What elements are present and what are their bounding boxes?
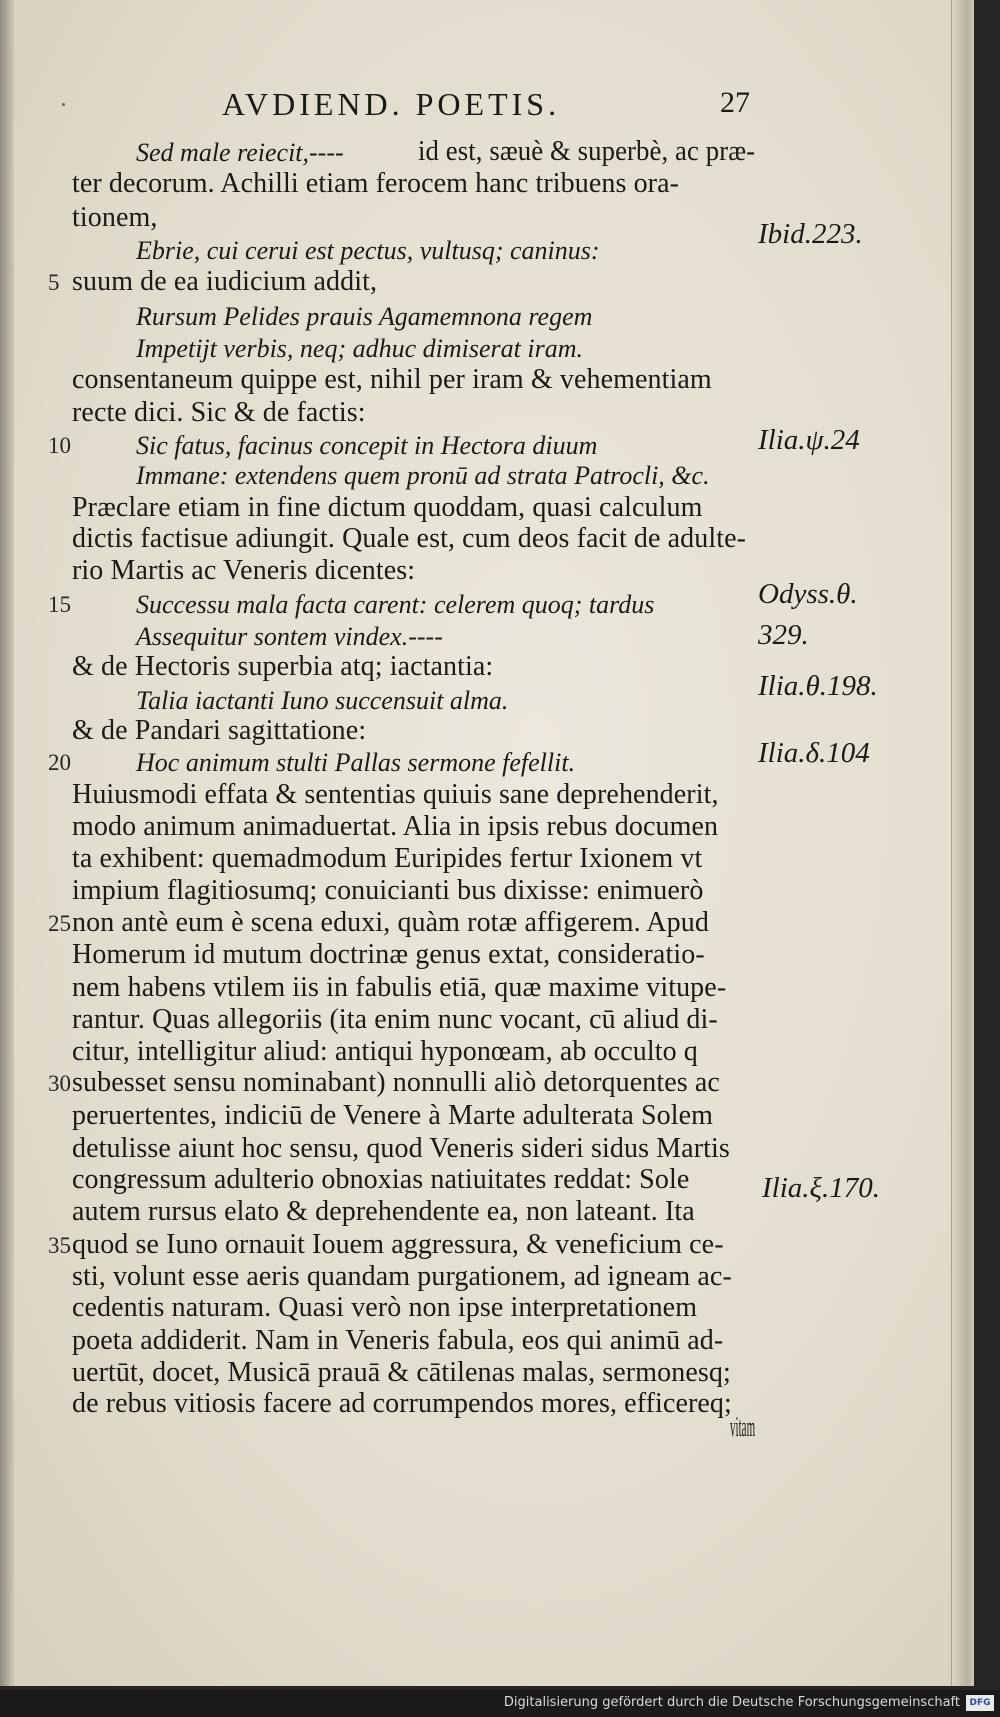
verse-quotation: Assequitur sontem vindex.----	[136, 622, 443, 651]
line-number: 25	[48, 911, 71, 936]
text-line: dictis factisue adiungit. Quale est, cum deos facit de adulte-	[72, 523, 747, 554]
page-gutter	[0, 0, 14, 1686]
verse-quotation: Sic fatus, facinus concepit in Hectora diuum	[136, 431, 598, 460]
verse-quotation: Sed male reiecit,----	[136, 138, 344, 167]
text-line: peruertentes, indiciū de Venere à Marte adulterata Solem	[72, 1100, 714, 1131]
line-number: 20	[48, 750, 71, 775]
text-line: consentaneum quippe est, nihil per iram & vehementiam	[72, 364, 712, 395]
text-line: Præclare etiam in fine dictum quoddam, quasi calculum	[72, 492, 703, 523]
verse-quotation: Immane: extendens quem pronū ad strata Patrocli, &c.	[136, 461, 710, 490]
verse-quotation: Successu mala facta carent: celerem quoq; tardus	[136, 590, 655, 619]
verse-quotation: Impetijt verbis, neq; adhuc dimiserat iram.	[136, 334, 583, 363]
margin-note: Ibid.223.	[758, 218, 863, 250]
text-line: cedentis naturam. Quasi verò non ipse interpretationem	[72, 1292, 698, 1323]
margin-note: Ilia.θ.198.	[758, 670, 878, 702]
text-line: suum de ea iudicium addit,	[72, 266, 378, 297]
text-line: tionem,	[72, 202, 158, 233]
text-line: & de Pandari sagittatione:	[72, 715, 367, 746]
page-edge	[951, 0, 974, 1686]
text-line: & de Hectoris superbia atq; iactantia:	[72, 651, 494, 682]
page-number: 27	[720, 86, 750, 119]
verse-quotation: Rursum Pelides prauis Agamemnona regem	[136, 302, 593, 331]
line-number: 5	[48, 270, 60, 295]
funding-credit: Digitalisierung gefördert durch die Deutsche Forschungsgemeinschaft	[503, 1695, 960, 1710]
text-line: ta exhibent: quemadmodum Euripides fertur Ixionem vt	[72, 843, 703, 874]
running-head: AVDIEND. POETIS.	[222, 86, 561, 122]
text-line: ter decorum. Achilli etiam ferocem hanc tribuens ora-	[72, 168, 680, 199]
text-line: modo animum animaduertat. Alia in ipsis rebus documen	[72, 811, 719, 842]
margin-note: Ilia.ψ.24	[758, 424, 860, 456]
text-line: impium flagitiosumq; conuicianti bus dixisse: enimuerò	[72, 875, 704, 906]
text-line: quod se Iuno ornauit Iouem aggressura, & veneficium ce-	[72, 1229, 724, 1260]
text-line: sti, volunt esse aeris quandam purgationem, ad igneam ac-	[72, 1261, 732, 1292]
text-line: detulisse aiunt hoc sensu, quod Veneris sideri sidus Martis	[72, 1133, 730, 1164]
margin-note: Ilia.δ.104	[758, 737, 870, 769]
margin-note: 329.	[758, 619, 809, 651]
catchword: vitam	[730, 1412, 756, 1443]
verse-quotation: Talia iactanti Iuno succensuit alma.	[136, 686, 509, 715]
text-line: recte dici. Sic & de factis:	[72, 397, 366, 428]
text-line: de rebus vitiosis facere ad corrumpendos mores, efficereq;	[72, 1388, 732, 1419]
margin-note: Ilia.ξ.170.	[762, 1172, 880, 1204]
text-line: id est, sæuè & superbè, ac præ-	[418, 136, 756, 167]
line-number: 10	[48, 433, 71, 458]
verse-quotation: Hoc animum stulti Pallas sermone fefellit.	[136, 748, 576, 777]
footer-bar	[0, 1690, 1000, 1717]
text-line: nem habens vtilem iis in fabulis etiā, quæ maxime vitupe-	[72, 972, 727, 1003]
text-line: Homerum id mutum doctrinæ genus extat, consideratio-	[72, 939, 705, 970]
dfg-logo-icon: DFG	[966, 1695, 994, 1711]
line-number: 15	[48, 592, 71, 617]
line-number: 30	[48, 1071, 71, 1096]
text-line: subesset sensu nominabant) nonnulli aliò detorquentes ac	[72, 1067, 720, 1098]
ink-speck	[62, 103, 65, 106]
text-line: autem rursus elato & deprehendente ea, non lateant. Ita	[72, 1196, 695, 1227]
text-line: rio Martis ac Veneris dicentes:	[72, 555, 416, 586]
text-line: congressum adulterio obnoxias natiuitates reddat: Sole	[72, 1164, 690, 1195]
verse-quotation: Ebrie, cui cerui est pectus, vultusq; caninus:	[136, 236, 600, 265]
margin-note: Odyss.θ.	[758, 578, 858, 610]
line-number: 35	[48, 1233, 71, 1258]
text-line: poeta addiderit. Nam in Veneris fabula, eos qui animū ad-	[72, 1325, 724, 1356]
text-line: uertūt, docet, Musicā prauā & cātilenas malas, sermonesq;	[72, 1357, 731, 1388]
text-line: citur, intelligitur aliud: antiqui hyponœam, ab occulto q	[72, 1036, 698, 1067]
text-line: rantur. Quas allegoriis (ita enim nunc vocant, cū aliud di-	[72, 1004, 718, 1035]
text-line: Huiusmodi effata & sententias quiuis sane deprehenderit,	[72, 779, 719, 810]
text-line: non antè eum è scena eduxi, quàm rotæ affigerem. Apud	[72, 907, 709, 938]
